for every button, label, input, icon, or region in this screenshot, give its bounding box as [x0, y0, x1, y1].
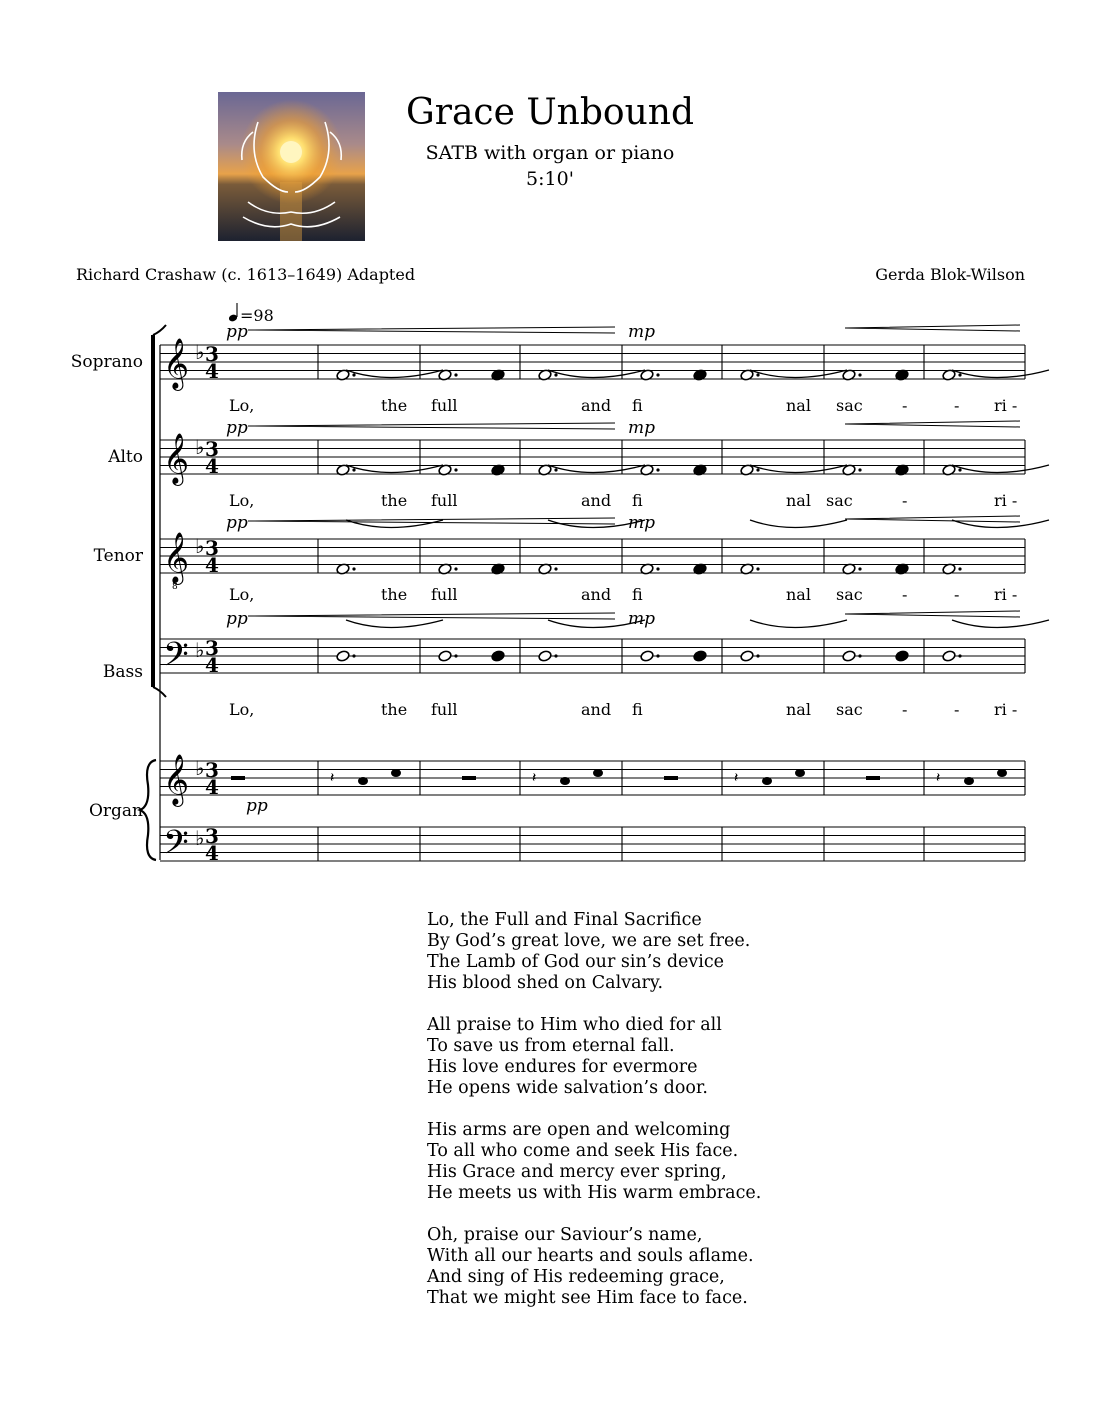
svg-text:nal: nal — [786, 491, 811, 510]
lyrics-alto — [229, 491, 1017, 510]
flat-icon: ♭ — [195, 340, 205, 364]
note-head — [538, 650, 552, 662]
time-sig-top: 3 — [205, 824, 219, 848]
quarter-rest: 𝄽 — [532, 770, 537, 786]
lyrics-soprano — [229, 396, 1017, 415]
dot — [656, 654, 659, 657]
flat-icon: ♭ — [195, 534, 205, 558]
dot — [756, 373, 759, 376]
note-head — [964, 777, 974, 785]
svg-text:fi: fi — [632, 396, 643, 415]
note-head — [560, 777, 570, 785]
dot — [858, 373, 861, 376]
quarter-rest: 𝄽 — [734, 770, 739, 786]
tie — [346, 370, 443, 378]
poem-line: His Grace and mercy ever spring, — [427, 1162, 727, 1182]
svg-text:-: - — [954, 585, 960, 604]
svg-text:sac: sac — [836, 700, 863, 719]
poem-line: With all our hearts and souls aflame. — [427, 1246, 754, 1266]
dot — [756, 468, 759, 471]
tempo-text: =98 — [240, 306, 274, 325]
svg-text:and: and — [581, 700, 612, 719]
staff-name-tenor: Tenor — [93, 546, 143, 566]
time-sig-top: 3 — [205, 758, 219, 782]
dot — [656, 373, 659, 376]
dynamic-pp-organ: pp — [246, 796, 268, 816]
decrescendo-hairpin — [845, 611, 1020, 617]
poem-line: To save us from eternal fall. — [427, 1036, 675, 1056]
treble-clef-icon: 𝄞 — [163, 754, 190, 805]
poem-text — [427, 910, 761, 1330]
note-head — [358, 777, 368, 785]
svg-text:full: full — [431, 700, 458, 719]
time-sig-bottom: 4 — [205, 841, 219, 865]
dot — [554, 654, 557, 657]
bass-clef-icon: 𝄢 — [163, 636, 189, 682]
note-head — [391, 769, 401, 777]
dynamic-mp-soprano: mp — [628, 322, 656, 342]
poem-line: All praise to Him who died for all — [427, 1015, 722, 1035]
time-sig-top: 3 — [205, 536, 219, 560]
quarter-rest: 𝄽 — [330, 770, 335, 786]
stanza-2 — [427, 1015, 761, 1099]
tie — [952, 370, 1049, 378]
poem-line: To all who come and seek His face. — [427, 1141, 739, 1161]
dot — [554, 373, 557, 376]
crescendo-hairpin — [248, 613, 615, 619]
note-head — [942, 650, 956, 662]
dot — [958, 654, 961, 657]
dot — [454, 654, 457, 657]
poem-line: His blood shed on Calvary. — [427, 973, 664, 993]
treble-clef-icon: 𝄞 — [163, 338, 190, 389]
time-sig-top: 3 — [205, 636, 219, 660]
svg-text:the: the — [381, 396, 408, 415]
poem-line: Oh, praise our Saviour’s name, — [427, 1225, 703, 1245]
lyrics-bass — [229, 700, 1017, 719]
dynamic-mp-bass: mp — [628, 609, 656, 629]
note-head — [640, 650, 654, 662]
tie — [346, 520, 443, 528]
bass-clef-icon: 𝄢 — [163, 824, 189, 870]
svg-text:sac: sac — [826, 491, 853, 510]
poem-line: The Lamb of God our sin’s device — [427, 952, 725, 972]
tie — [750, 370, 847, 378]
note-head — [693, 650, 707, 662]
dot — [958, 567, 961, 570]
composer-credit: Gerda Blok-Wilson — [875, 265, 1025, 284]
dynamic-pp-alto: pp — [226, 418, 248, 438]
svg-text:fi: fi — [632, 700, 643, 719]
treble-clef-icon: 𝄞 — [163, 433, 190, 484]
dynamic-pp-soprano: pp — [226, 322, 248, 342]
whole-rest — [866, 776, 880, 780]
subtitle: SATB with organ or piano — [425, 142, 675, 164]
page-title: Grace Unbound — [406, 92, 694, 133]
flat-icon: ♭ — [195, 826, 205, 850]
poem-line: By God’s great love, we are set free. — [427, 931, 751, 951]
dot — [958, 468, 961, 471]
note-head — [895, 650, 909, 662]
tie — [952, 620, 1049, 628]
svg-text:ri -: ri - — [994, 700, 1018, 719]
note-head — [997, 769, 1007, 777]
poem-line: Lo, the Full and Final Sacrifice — [427, 910, 702, 930]
tie — [750, 620, 847, 628]
note-head — [762, 777, 772, 785]
crescendo-hairpin — [248, 327, 615, 333]
time-sig-bottom: 4 — [205, 553, 219, 577]
dynamic-mp-alto: mp — [628, 418, 656, 438]
dynamic-pp-tenor: pp — [226, 513, 248, 533]
svg-text:-: - — [902, 491, 908, 510]
dot — [858, 567, 861, 570]
svg-text:sac: sac — [836, 585, 863, 604]
tie — [750, 465, 847, 473]
tie — [548, 370, 645, 378]
poem-line: And sing of His redeeming grace, — [427, 1267, 725, 1287]
dot — [756, 654, 759, 657]
tie — [548, 465, 645, 473]
dot — [352, 373, 355, 376]
tie — [750, 520, 847, 528]
dot — [958, 373, 961, 376]
svg-text:full: full — [431, 396, 458, 415]
svg-text:nal: nal — [786, 585, 811, 604]
staff-name-alto: Alto — [108, 447, 143, 467]
staff-name-soprano: Soprano — [70, 352, 143, 372]
flat-icon: ♭ — [195, 435, 205, 459]
flat-icon: ♭ — [195, 638, 205, 662]
dot — [656, 567, 659, 570]
svg-text:fi: fi — [632, 585, 643, 604]
svg-text:nal: nal — [786, 700, 811, 719]
poem-line: His love endures for evermore — [427, 1057, 698, 1077]
dot — [454, 567, 457, 570]
svg-text:and: and — [581, 585, 612, 604]
staff-name-bass: Bass — [102, 662, 143, 682]
note-head — [491, 650, 505, 662]
time-sig-top: 3 — [205, 437, 219, 461]
svg-text:fi: fi — [632, 491, 643, 510]
dot — [454, 373, 457, 376]
svg-text:ri -: ri - — [994, 491, 1018, 510]
stanza-1 — [427, 910, 761, 994]
dot — [554, 468, 557, 471]
decrescendo-hairpin — [845, 516, 1020, 522]
whole-rest — [462, 776, 476, 780]
note-head — [842, 650, 856, 662]
tie — [952, 465, 1049, 473]
svg-text:-: - — [954, 396, 960, 415]
poem-line: He opens wide salvation’s door. — [427, 1078, 708, 1098]
duration: 5:10' — [526, 168, 574, 190]
svg-text:full: full — [431, 491, 458, 510]
stanza-3 — [427, 1120, 761, 1204]
note-head — [795, 769, 805, 777]
svg-text:nal: nal — [786, 396, 811, 415]
crescendo-hairpin — [248, 423, 615, 429]
note-head — [740, 650, 754, 662]
dot — [756, 567, 759, 570]
dot — [352, 654, 355, 657]
svg-text:-: - — [902, 585, 908, 604]
dot — [858, 468, 861, 471]
note-head — [336, 650, 350, 662]
dot — [858, 654, 861, 657]
time-sig-bottom: 4 — [205, 454, 219, 478]
poem-line: He meets us with His warm embrace. — [427, 1183, 762, 1203]
tie — [346, 465, 443, 473]
svg-text:and: and — [581, 396, 612, 415]
dynamic-mp-tenor: mp — [628, 513, 656, 533]
dot — [352, 468, 355, 471]
svg-text:the: the — [381, 700, 408, 719]
time-sig-bottom: 4 — [205, 775, 219, 799]
svg-text:ri -: ri - — [994, 396, 1018, 415]
svg-text:the: the — [381, 585, 408, 604]
svg-text:-: - — [902, 396, 908, 415]
dot — [352, 567, 355, 570]
poem-line: That we might see Him face to face. — [427, 1288, 748, 1308]
svg-text:the: the — [381, 491, 408, 510]
svg-text:-: - — [954, 700, 960, 719]
note-head — [438, 650, 452, 662]
note-head — [593, 769, 603, 777]
whole-rest — [664, 776, 678, 780]
svg-text:-: - — [902, 700, 908, 719]
svg-text:Lo,: Lo, — [229, 491, 255, 510]
decrescendo-hairpin — [845, 325, 1020, 331]
time-sig-bottom: 4 — [205, 359, 219, 383]
svg-text:Lo,: Lo, — [229, 700, 255, 719]
lyrics-tenor — [229, 585, 1017, 604]
decrescendo-hairpin — [845, 421, 1020, 427]
whole-rest — [231, 776, 245, 780]
stanza-4 — [427, 1225, 761, 1309]
svg-text:and: and — [581, 491, 612, 510]
time-sig-top: 3 — [205, 342, 219, 366]
svg-text:sac: sac — [836, 396, 863, 415]
treble-clef-icon: 𝄞 — [163, 532, 190, 583]
svg-text:Lo,: Lo, — [229, 585, 255, 604]
dot — [454, 468, 457, 471]
octave-mark: 8 — [172, 582, 178, 592]
svg-text:full: full — [431, 585, 458, 604]
svg-text:ri -: ri - — [994, 585, 1018, 604]
staff-name-organ: Organ — [88, 801, 143, 821]
poet-credit: Richard Crashaw (c. 1613–1649) Adapted — [76, 265, 416, 284]
svg-text:Lo,: Lo, — [229, 396, 255, 415]
dot — [554, 567, 557, 570]
quarter-rest: 𝄽 — [936, 770, 941, 786]
flat-icon: ♭ — [195, 756, 205, 780]
dynamic-pp-bass: pp — [226, 609, 248, 629]
poem-line: His arms are open and welcoming — [427, 1120, 731, 1140]
tie — [346, 620, 443, 628]
time-sig-bottom: 4 — [205, 653, 219, 677]
dot — [656, 468, 659, 471]
